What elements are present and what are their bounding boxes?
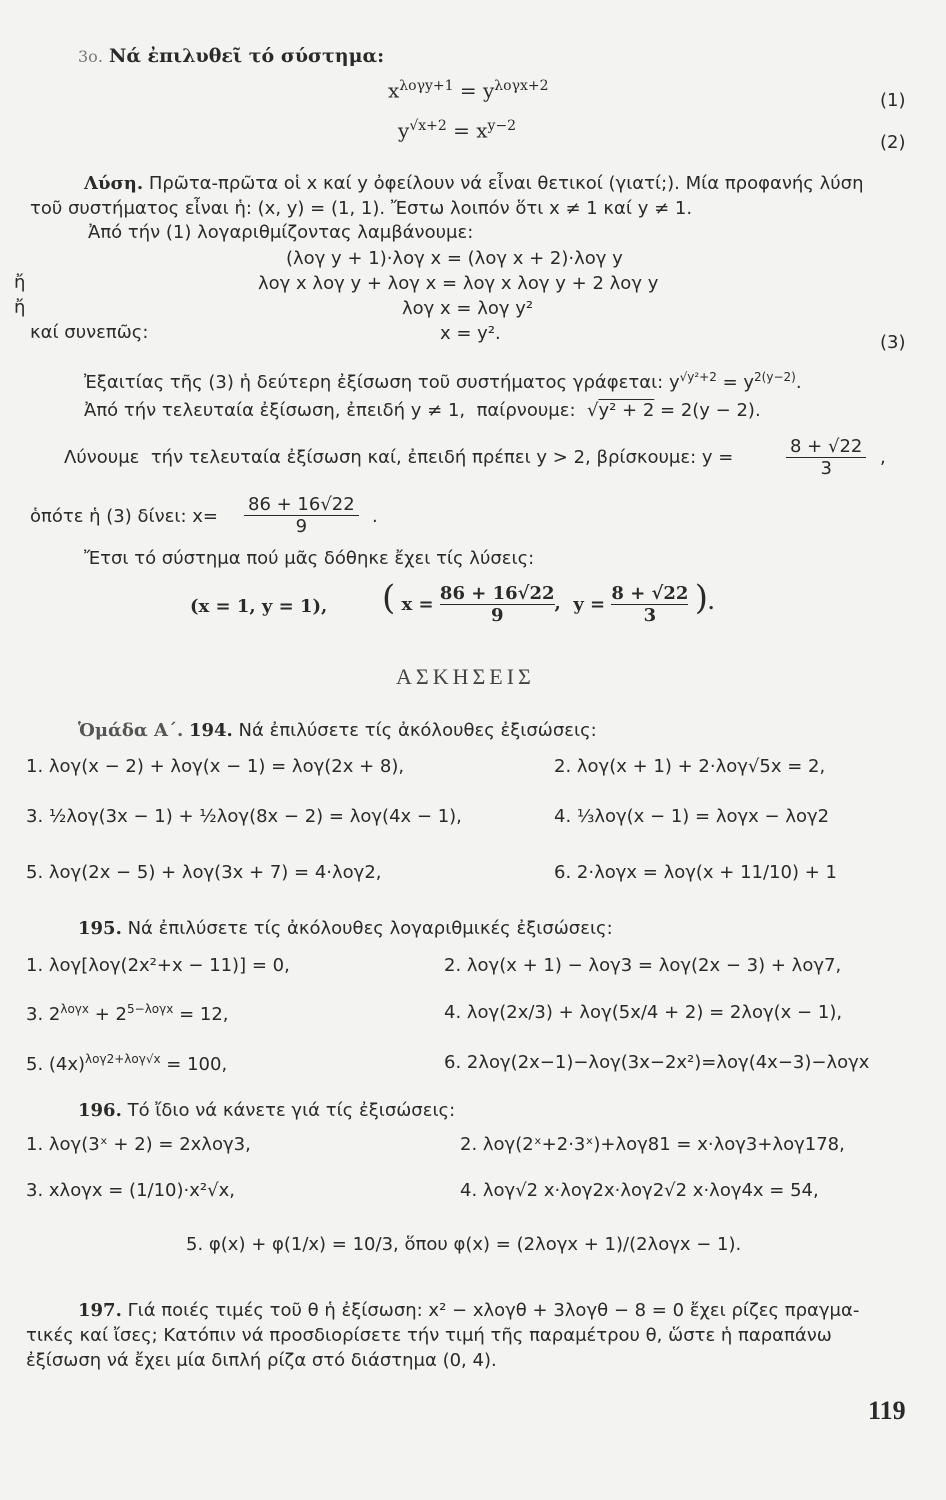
exercise-195-heading: 195. Νά ἐπιλύσετε τίς ἀκόλουθες λογαριθμικές ἐξισώσεις: bbox=[78, 918, 613, 939]
equation-2: $y^{√x+2} = x^{y-2}$ bbox=[398, 118, 517, 143]
ex195-item-2: 2. λογ(x + 1) − λογ3 = λογ(2x − 3) + λογ7, bbox=[444, 955, 842, 976]
ex195-item-3: 3. $2^{\lambda o\gamma x} + 2^{5-\lambda o\gamma x} = 12$, bbox=[26, 1002, 229, 1025]
equation-2-number: (2) bbox=[880, 132, 906, 153]
exercise-196-heading: 196. Τό ἴδιο νά κάνετε γιά τίς ἐξισώσεις: bbox=[78, 1100, 456, 1121]
step-2: λογ x λογ y + λογ x = λογ x λογ y + 2 λογ y bbox=[258, 273, 659, 294]
ex196-item-4: 4. λογ√2 x·λογ2x·λογ2√2 x·λογ4x = 54, bbox=[460, 1180, 819, 1201]
ex194-item-3: 3. ½λογ(3x − 1) + ½λογ(8x − 2) = λογ(4x − 1), bbox=[26, 806, 462, 827]
equation-1-number: (1) bbox=[880, 90, 906, 111]
line-then: ὁπότε ἡ (3) δίνει: x= bbox=[30, 506, 218, 527]
ex196-item-2: 2. λογ(2ˣ+2·3ˣ)+λογ81 = x·λογ3+λογ178, bbox=[460, 1134, 845, 1155]
ex194-item-5: 5. λογ(2x − 5) + λογ(3x + 7) = 4·λογ2, bbox=[26, 862, 382, 883]
solution-a: (x = 1, y = 1), bbox=[190, 596, 328, 617]
ex196-item-1: 1. λογ(3ˣ + 2) = 2xλογ3, bbox=[26, 1134, 251, 1155]
line-last: Ἀπό τήν τελευταία ἐξίσωση, ἐπειδή y ≠ 1, παίρνουμε: √y² + 2 = 2(y − 2). bbox=[84, 400, 761, 421]
exercise-197-line-1: 197. Γιά ποιές τιμές τοῦ θ ἡ ἐξίσωση: x² − xλογθ + 3λογθ − 8 = 0 ἔχει ρίζες πραγμα- bbox=[78, 1300, 860, 1321]
exercise-197-line-3: ἐξίσωση νά ἔχει μία διπλή ρίζα στό διάστημα (0, 4). bbox=[26, 1350, 497, 1371]
exercise-197-line-2: τικές καί ἴσες; Κατόπιν νά προσδιορίσετε τήν τιμή τῆς παραμέτρου θ, ὥστε ἡ παραπάνω bbox=[26, 1325, 832, 1346]
page-number: 119 bbox=[868, 1396, 906, 1425]
hence-label: καί συνεπῶς: bbox=[30, 322, 149, 343]
ex196-item-5: 5. φ(x) + φ(1/x) = 10/3, ὅπου φ(x) = (2λογx + 1)/(2λογx − 1). bbox=[186, 1234, 742, 1255]
solution-line-2: τοῦ συστήματος εἶναι ἡ: (x, y) = (1, 1). Ἔστω λοιπόν ὅτι x ≠ 1 καί y ≠ 1. bbox=[30, 198, 693, 219]
line-solve: Λύνουμε τήν τελευταία ἐξίσωση καί, ἐπειδή πρέπει y > 2, βρίσκουμε: y = bbox=[64, 447, 734, 468]
step-4: x = y². bbox=[440, 323, 501, 344]
step-3: λογ x = λογ y² bbox=[402, 298, 534, 319]
solution-line-1: Λύση. Πρῶτα-πρῶτα οἱ x καί y ὀφείλουν νά εἶναι θετικοί (γιατί;). Μία προφανής λύση bbox=[84, 173, 864, 194]
ex194-item-2: 2. λογ(x + 1) + 2·λογ√5x = 2, bbox=[554, 756, 826, 777]
exercise-194-heading: Ὁμάδα Α΄. 194. Νά ἐπιλύσετε τίς ἀκόλουθες ἐξισώσεις: bbox=[78, 720, 597, 741]
ex194-item-4: 4. ⅓λογ(x − 1) = λογx − λογ2 bbox=[554, 806, 830, 827]
ex194-item-6: 6. 2·λογx = λογ(x + 11/10) + 1 bbox=[554, 862, 837, 883]
y-fraction: 8 + √22 3 bbox=[786, 436, 866, 479]
equation-1: $x^{\lambda o\gamma y+1} = y^{\lambda o\gamma x+2}$ bbox=[388, 78, 549, 103]
line-sys: Ἔτσι τό σύστημα πού μᾶς δόθηκε ἔχει τίς λύσεις: bbox=[84, 548, 535, 569]
ex195-item-5: 5. $(4x)^{\lambda o\gamma 2+\lambda o\gamma√x} = 100$, bbox=[26, 1052, 228, 1075]
exercises-title: ΑΣΚΗΣΕΙΣ bbox=[396, 664, 535, 689]
or-2: ἤ bbox=[14, 297, 26, 318]
or-1: ἤ bbox=[14, 272, 26, 293]
ex196-item-3: 3. xλογx = (1/10)·x²√x, bbox=[26, 1180, 235, 1201]
problem-heading: 3ο. Νά ἐπιλυθεῖ τό σύστημα: bbox=[78, 45, 385, 67]
solution-line-3: Ἀπό τήν (1) λογαριθμίζοντας λαμβάνουμε: bbox=[88, 222, 474, 243]
x-fraction: 86 + 16√22 9 bbox=[244, 494, 359, 537]
solution-b: ( x = $\frac{86 + 16√22}{9}$ , y = $\frac{8 + √22}{3}$ ). bbox=[382, 578, 715, 626]
ex195-item-1: 1. λογ[λογ(2x²+x − 11)] = 0, bbox=[26, 955, 290, 976]
ex194-item-1: 1. λογ(x − 2) + λογ(x − 1) = λογ(2x + 8), bbox=[26, 756, 405, 777]
line-due: Ἐξαιτίας τῆς (3) ἡ δεύτερη ἐξίσωση τοῦ συστήματος γράφεται: $y^{√y^2+2} = y^{2(y-2)}$. bbox=[84, 370, 802, 393]
equation-3-number: (3) bbox=[880, 332, 906, 353]
step-1: (λογ y + 1)·λογ x = (λογ x + 2)·λογ y bbox=[286, 248, 623, 269]
ex195-item-6: 6. 2λογ(2x−1)−λογ(3x−2x²)=λογ(4x−3)−λογx bbox=[444, 1052, 870, 1073]
ex195-item-4: 4. λογ(2x/3) + λογ(5x/4 + 2) = 2λογ(x − 1), bbox=[444, 1002, 843, 1023]
